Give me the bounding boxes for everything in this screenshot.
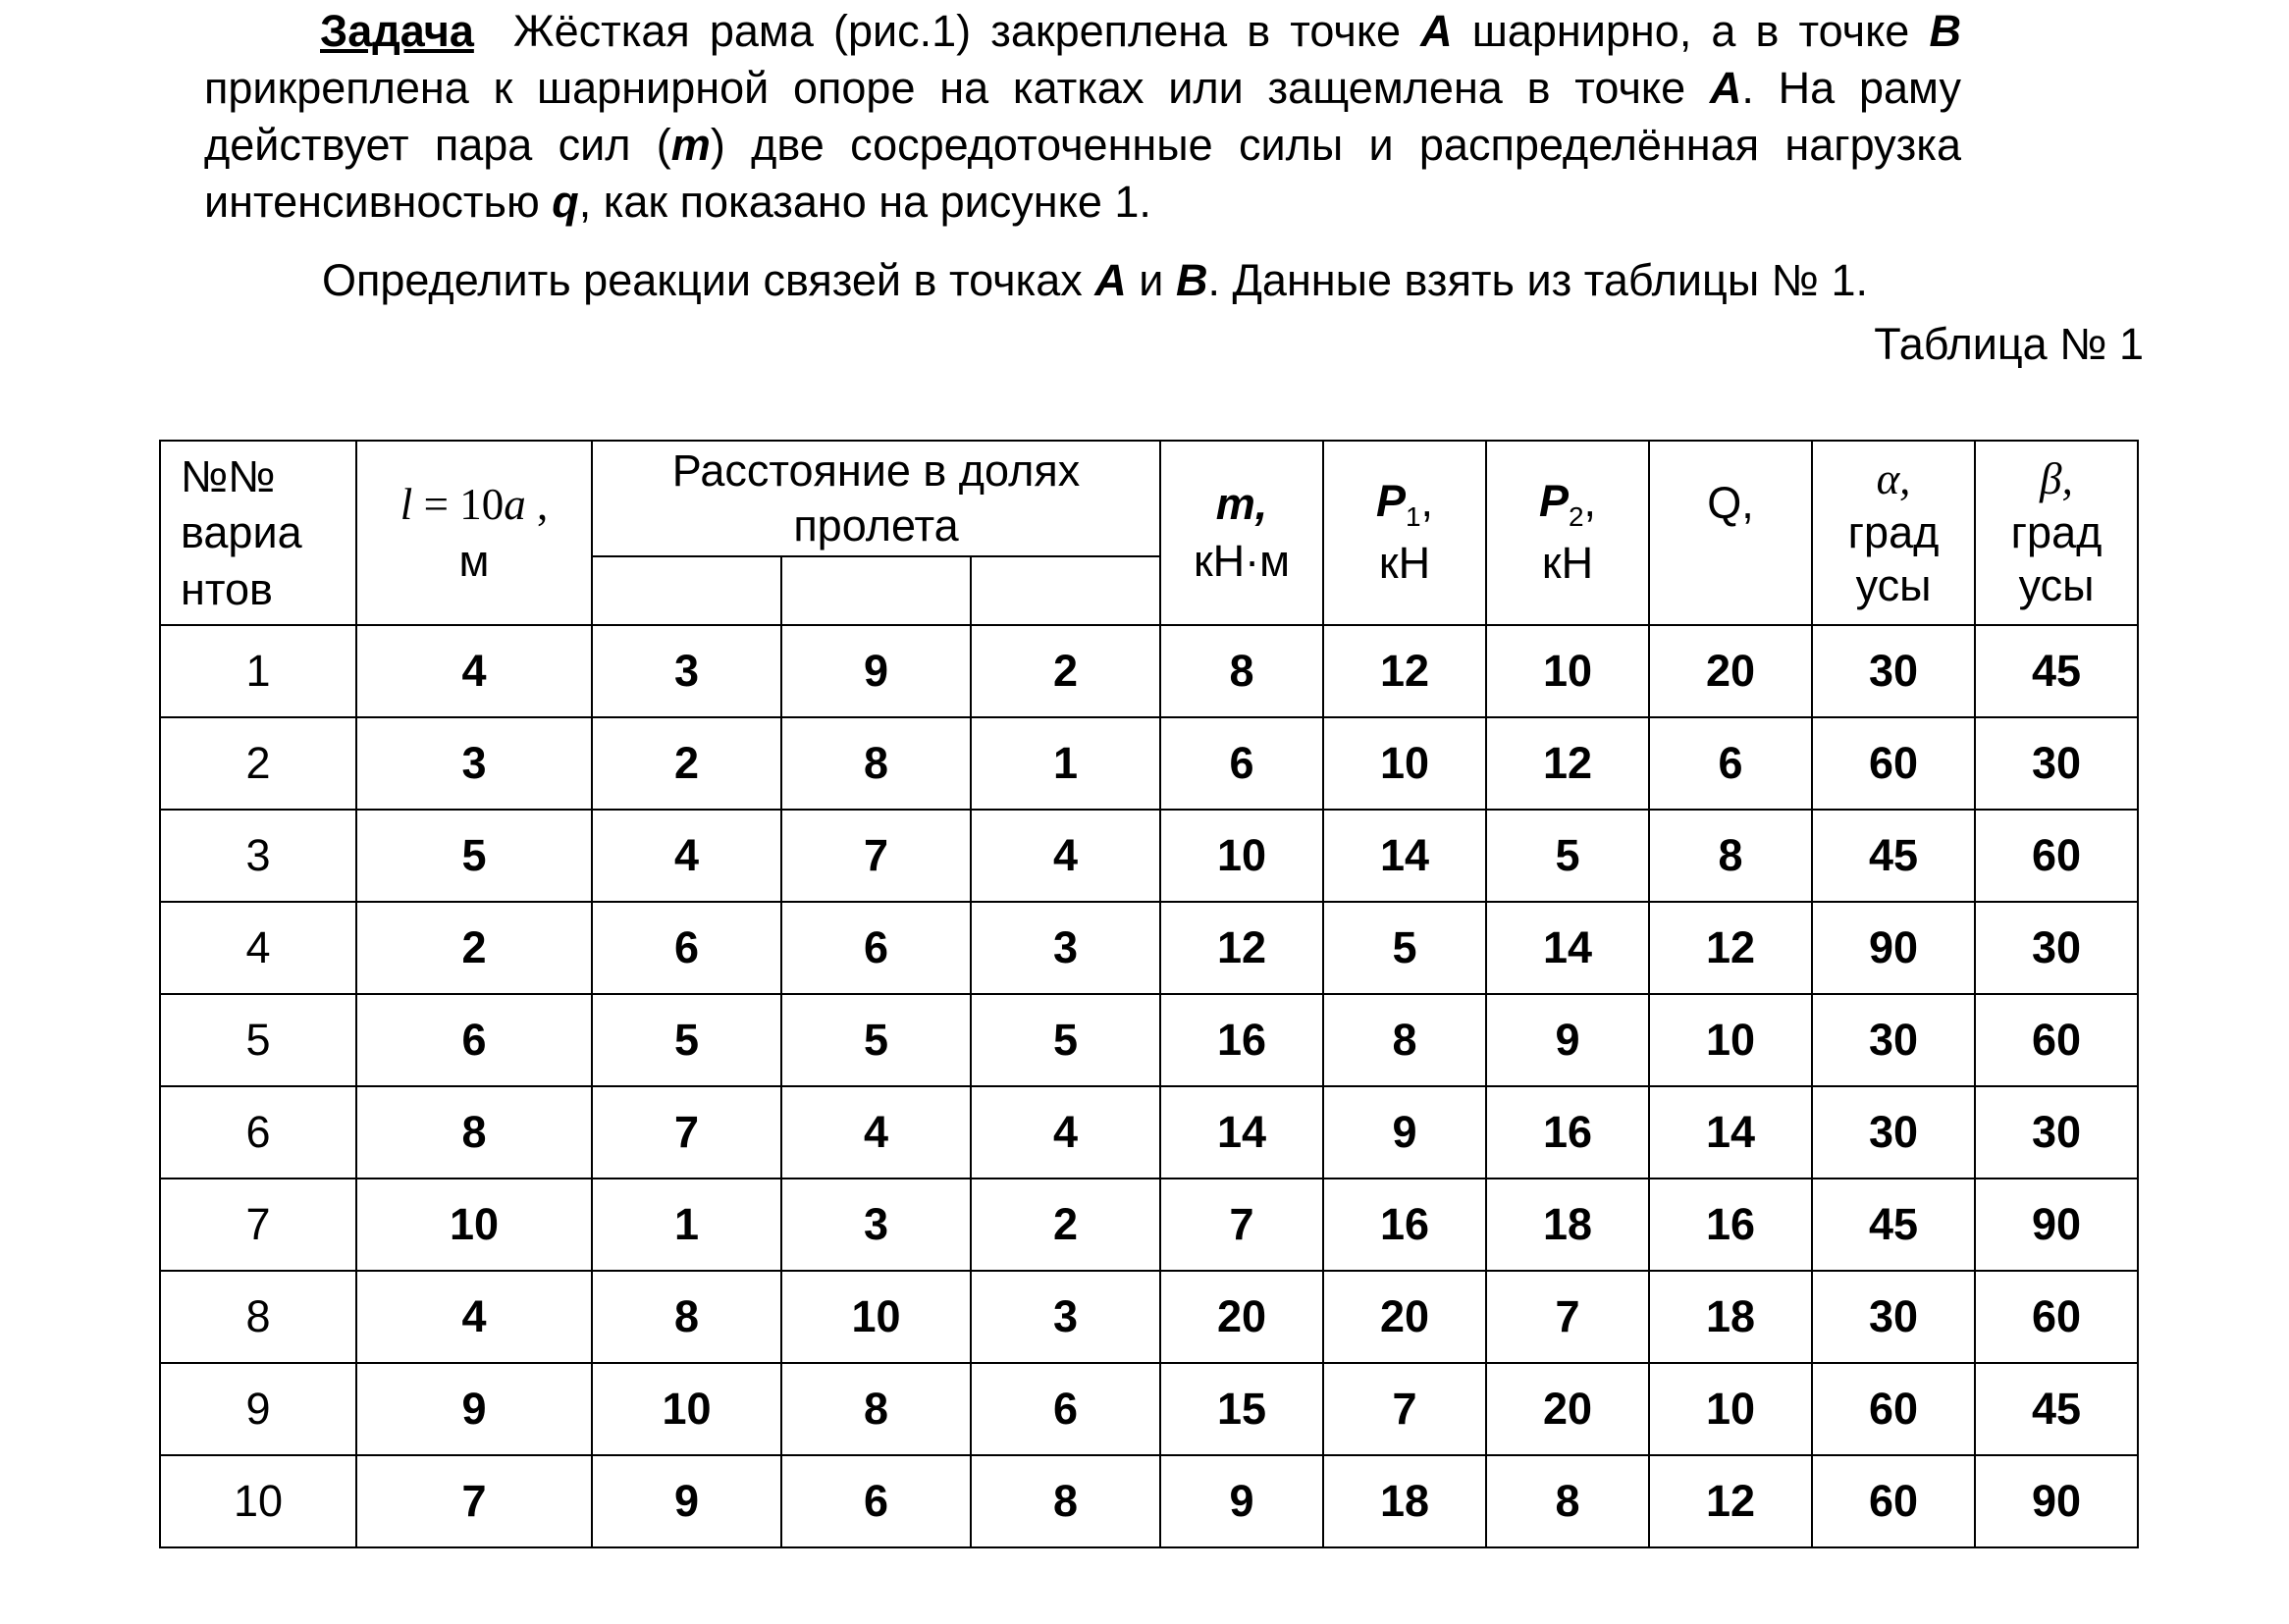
task-text-b: . Данные взять из таблицы № 1. xyxy=(1207,255,1868,305)
table-cell: 4 xyxy=(592,810,781,902)
m-label: m, xyxy=(1215,478,1268,529)
table-cell: 14 xyxy=(1323,810,1486,902)
table-cell: 20 xyxy=(1649,625,1812,717)
table-cell: 9 xyxy=(356,1363,592,1455)
table-cell: 10 xyxy=(1160,810,1323,902)
table-cell: 9 xyxy=(1486,994,1649,1086)
table-cell: 60 xyxy=(1975,1271,2138,1363)
table-cell: 1 xyxy=(971,717,1160,810)
table-cell: 3 xyxy=(781,1179,971,1271)
table-row xyxy=(160,1271,2138,1363)
task-point-a: A xyxy=(1094,255,1127,305)
point-b-label: B xyxy=(1929,6,1961,56)
table-cell: 16 xyxy=(1649,1179,1812,1271)
variant-number-cell: 4 xyxy=(160,902,356,994)
table-caption: Таблица № 1 xyxy=(1874,319,2144,369)
table-cell: 12 xyxy=(1649,1455,1812,1547)
problem-text-2a: . На раму действует пара сил ( xyxy=(204,63,1961,170)
task-point-b: B xyxy=(1175,255,1208,305)
variant-number-cell: 2 xyxy=(160,717,356,810)
table-cell: 10 xyxy=(1649,1363,1812,1455)
header-beta xyxy=(1975,441,2138,625)
table-cell: 4 xyxy=(971,1086,1160,1179)
table-cell: 45 xyxy=(1975,1363,2138,1455)
table-row xyxy=(160,994,2138,1086)
table-cell: 6 xyxy=(781,902,971,994)
table-cell: 7 xyxy=(1323,1363,1486,1455)
p1-label: P xyxy=(1375,476,1406,527)
table-cell: 30 xyxy=(1812,994,1975,1086)
variant-number-cell: 8 xyxy=(160,1271,356,1363)
header-variant: №№ вариа нтов xyxy=(160,441,356,625)
table-row xyxy=(160,810,2138,902)
table-row xyxy=(160,1086,2138,1179)
table-cell: 45 xyxy=(1812,1179,1975,1271)
table-cell: 8 xyxy=(1649,810,1812,902)
table-cell: 2 xyxy=(592,717,781,810)
table-cell: 4 xyxy=(971,810,1160,902)
table-cell: 90 xyxy=(1975,1179,2138,1271)
table-cell: 9 xyxy=(781,625,971,717)
variant-number-cell: 9 xyxy=(160,1363,356,1455)
table-cell: 10 xyxy=(592,1363,781,1455)
table-row xyxy=(160,1455,2138,1547)
table-row xyxy=(160,625,2138,717)
table-cell: 3 xyxy=(592,625,781,717)
table-cell: 8 xyxy=(592,1271,781,1363)
table-cell: 4 xyxy=(356,1271,592,1363)
table-cell: 14 xyxy=(1486,902,1649,994)
table-cell: 12 xyxy=(1323,625,1486,717)
table-cell: 6 xyxy=(356,994,592,1086)
table-cell: 60 xyxy=(1812,1363,1975,1455)
header-distance-sub-3 xyxy=(971,556,1160,625)
alpha-label: α, xyxy=(1876,453,1911,503)
variant-number-cell: 10 xyxy=(160,1455,356,1547)
table-cell: 12 xyxy=(1486,717,1649,810)
problem-text-1a: Жёсткая рама (рис.1) закреплена в точке xyxy=(513,6,1402,56)
variant-number-cell: 7 xyxy=(160,1179,356,1271)
table-cell: 7 xyxy=(592,1086,781,1179)
table-cell: 10 xyxy=(1323,717,1486,810)
table-cell: 60 xyxy=(1812,717,1975,810)
moment-symbol: m xyxy=(670,120,711,170)
m-unit: кН·м xyxy=(1193,536,1291,586)
table-row xyxy=(160,717,2138,810)
table-cell: 3 xyxy=(971,1271,1160,1363)
table-cell: 8 xyxy=(1486,1455,1649,1547)
table-cell: 6 xyxy=(971,1363,1160,1455)
table-cell: 3 xyxy=(356,717,592,810)
task-and: и xyxy=(1139,255,1164,305)
table-cell: 2 xyxy=(356,902,592,994)
table-cell: 18 xyxy=(1649,1271,1812,1363)
table-cell: 60 xyxy=(1975,994,2138,1086)
table-cell: 1 xyxy=(592,1179,781,1271)
table-cell: 4 xyxy=(356,625,592,717)
variant-number-cell: 6 xyxy=(160,1086,356,1179)
header-distance-sub-2 xyxy=(781,556,971,625)
table-cell: 10 xyxy=(781,1271,971,1363)
header-moment xyxy=(1160,441,1323,625)
table-cell: 5 xyxy=(592,994,781,1086)
length-unit: м xyxy=(458,536,490,586)
table-cell: 20 xyxy=(1160,1271,1323,1363)
table-cell: 9 xyxy=(592,1455,781,1547)
table-cell: 45 xyxy=(1812,810,1975,902)
table-row xyxy=(160,1179,2138,1271)
beta-label: β, xyxy=(2040,453,2073,503)
task-statement xyxy=(322,252,1868,309)
table-cell: 5 xyxy=(781,994,971,1086)
table-cell: 16 xyxy=(1160,994,1323,1086)
table-row xyxy=(160,902,2138,994)
table-cell: 60 xyxy=(1812,1455,1975,1547)
table-cell: 5 xyxy=(1323,902,1486,994)
alpha-unit: град усы xyxy=(1847,506,1940,611)
table-cell: 6 xyxy=(781,1455,971,1547)
header-distance-sub-1 xyxy=(592,556,781,625)
table-cell: 14 xyxy=(1160,1086,1323,1179)
table-cell: 6 xyxy=(1649,717,1812,810)
length-eq: = 10 xyxy=(412,479,505,529)
table-cell: 7 xyxy=(356,1455,592,1547)
table-cell: 5 xyxy=(356,810,592,902)
table-cell: 3 xyxy=(971,902,1160,994)
task-text-a: Определить реакции связей в точках xyxy=(322,255,1083,305)
table-cell: 20 xyxy=(1323,1271,1486,1363)
data-table xyxy=(159,440,2139,1548)
table-cell: 7 xyxy=(1486,1271,1649,1363)
table-cell: 60 xyxy=(1975,810,2138,902)
table-cell: 30 xyxy=(1812,1086,1975,1179)
intensity-symbol: q xyxy=(552,177,579,227)
table-cell: 10 xyxy=(1486,625,1649,717)
variant-number-cell: 3 xyxy=(160,810,356,902)
table-cell: 18 xyxy=(1486,1179,1649,1271)
table-cell: 8 xyxy=(356,1086,592,1179)
table-cell: 8 xyxy=(781,1363,971,1455)
variant-number-cell: 5 xyxy=(160,994,356,1086)
variant-number-cell: 1 xyxy=(160,625,356,717)
table-cell: 9 xyxy=(1160,1455,1323,1547)
header-p1 xyxy=(1323,441,1486,625)
point-a-label-2: A xyxy=(1709,63,1742,113)
header-q: Q, xyxy=(1649,441,1812,625)
table-cell: 14 xyxy=(1649,1086,1812,1179)
table-cell: 16 xyxy=(1486,1086,1649,1179)
p2-sub: 2 xyxy=(1568,501,1584,533)
problem-statement xyxy=(204,3,1961,231)
table-cell: 5 xyxy=(971,994,1160,1086)
table-cell: 45 xyxy=(1975,625,2138,717)
beta-unit: град усы xyxy=(2010,506,2103,611)
p2-unit: кН xyxy=(1541,538,1594,589)
table-cell: 30 xyxy=(1975,1086,2138,1179)
p1-unit: кН xyxy=(1378,538,1431,589)
table-cell: 12 xyxy=(1649,902,1812,994)
length-a: a xyxy=(504,479,526,529)
table-cell: 8 xyxy=(971,1455,1160,1547)
table-cell: 18 xyxy=(1323,1455,1486,1547)
table-cell: 10 xyxy=(356,1179,592,1271)
table-cell: 10 xyxy=(1649,994,1812,1086)
table-row xyxy=(160,1363,2138,1455)
table-cell: 8 xyxy=(781,717,971,810)
table-cell: 30 xyxy=(1812,625,1975,717)
table-cell: 8 xyxy=(1323,994,1486,1086)
table-cell: 12 xyxy=(1160,902,1323,994)
table-cell: 7 xyxy=(1160,1179,1323,1271)
table-cell: 16 xyxy=(1323,1179,1486,1271)
p1-comma: , xyxy=(1420,476,1434,527)
table-cell: 20 xyxy=(1486,1363,1649,1455)
table-cell: 30 xyxy=(1812,1271,1975,1363)
point-a-label: A xyxy=(1420,6,1453,56)
problem-text-1c: прикреплена к шарнирной опоре на катках или защемлена в точке xyxy=(204,63,1686,113)
p1-sub: 1 xyxy=(1405,501,1421,533)
table-cell: 9 xyxy=(1323,1086,1486,1179)
table-cell: 30 xyxy=(1975,902,2138,994)
table-cell: 2 xyxy=(971,625,1160,717)
problem-title: Задача xyxy=(320,6,474,56)
table-cell: 30 xyxy=(1975,717,2138,810)
problem-text-2c: , как показано на рисунке 1. xyxy=(578,177,1151,227)
table-cell: 6 xyxy=(592,902,781,994)
table-cell: 6 xyxy=(1160,717,1323,810)
table-cell: 90 xyxy=(1812,902,1975,994)
header-alpha xyxy=(1812,441,1975,625)
table-cell: 8 xyxy=(1160,625,1323,717)
p2-label: P xyxy=(1538,476,1569,527)
table-cell: 90 xyxy=(1975,1455,2138,1547)
table-cell: 7 xyxy=(781,810,971,902)
problem-text-2b: ) две сосредоточенные силы и распределённая нагрузка интенсивностью xyxy=(204,120,1961,227)
length-var: l xyxy=(399,479,413,529)
table-cell: 5 xyxy=(1486,810,1649,902)
table-cell: 4 xyxy=(781,1086,971,1179)
problem-text-1b: шарнирно, а в точке xyxy=(1471,6,1910,56)
header-distance: Расстояние в долях пролета xyxy=(592,441,1160,556)
table-cell: 15 xyxy=(1160,1363,1323,1455)
header-p2 xyxy=(1486,441,1649,625)
table-cell: 2 xyxy=(971,1179,1160,1271)
header-length xyxy=(356,441,592,625)
length-comma: , xyxy=(525,479,549,529)
p2-comma: , xyxy=(1583,476,1597,527)
